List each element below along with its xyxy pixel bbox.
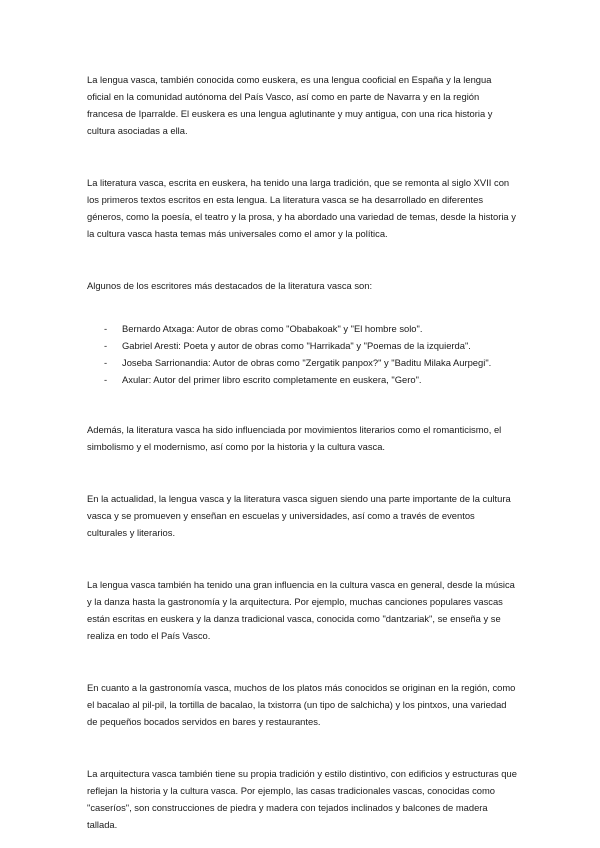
- list-item-text: Axular: Autor del primer libro escrito completamente en euskera, "Gero".: [122, 374, 422, 385]
- paragraph-gastronomia: En cuanto a la gastronomía vasca, muchos de los platos más conocidos se originan en la región, como el bacalao al pil-pil, la tortilla de bacalao, la txistorra (un tipo de salchicha) y los pintxos, una variedad de pequeños bocados servidos en bares y restaurantes.: [87, 682, 516, 727]
- paragraph-lengua-vasca: La lengua vasca, también conocida como euskera, es una lengua cooficial en España y la lengua oficial en la comunidad autónoma del País Vasco, así como en parte de Navarra y en la región francesa de Iparralde. El euskera es una lengua aglutinante y muy antigua, con una rica historia y cultura asociadas a ella.: [87, 74, 493, 136]
- paragraph-movimientos: Además, la literatura vasca ha sido influenciada por movimientos literarios como el romanticismo, el simbolismo y el modernismo, así como por la historia y la cultura vasca.: [87, 424, 502, 452]
- list-dash: -: [104, 357, 108, 368]
- list-item: [87, 338, 517, 353]
- paragraph-influencia: La lengua vasca también ha tenido una gran influencia en la cultura vasca en general, desde la música y la danza hasta la gastronomía y la arquitectura. Por ejemplo, muchas canciones populares vascas están escritas en euskera y la danza tradicional vasca, conocida como "dantzariak", se enseña y se realiza en todo el País Vasco.: [87, 579, 515, 641]
- list-item-text: Gabriel Aresti: Poeta y autor de obras como "Harrikada" y "Poemas de la izquierda".: [122, 340, 471, 351]
- list-dash: -: [104, 374, 108, 385]
- list-item-text: Bernardo Atxaga: Autor de obras como "Obabakoak" y "El hombre solo".: [122, 323, 423, 334]
- list-item: [87, 355, 517, 370]
- document-body: [87, 71, 517, 833]
- writers-list: [87, 321, 517, 387]
- list-item: [87, 372, 517, 387]
- paragraph-arquitectura: La arquitectura vasca también tiene su propia tradición y estilo distintivo, con edificios y estructuras que reflejan la historia y la cultura vasca. Por ejemplo, las casas tradicionales vascas, conocidas como "caseríos", son construcciones de piedra y madera con tejados inclinados y balcones de madera tallada.: [87, 768, 517, 830]
- list-item: [87, 321, 517, 336]
- paragraph-actualidad: En la actualidad, la lengua vasca y la literatura vasca siguen siendo una parte importante de la cultura vasca y se promueven y enseñan en escuelas y universidades, así como a través de eventos culturales y literarios.: [87, 493, 511, 538]
- list-dash: -: [104, 323, 108, 334]
- list-dash: -: [104, 340, 108, 351]
- list-item-text: Joseba Sarrionandia: Autor de obras como "Zergatik panpox?" y "Baditu Milaka Aurpegi".: [122, 357, 492, 368]
- paragraph-literatura-vasca: La literatura vasca, escrita en euskera, ha tenido una larga tradición, que se remonta al siglo XVII con los primeros textos escritos en esta lengua. La literatura vasca se ha desarrollado en diferentes géneros, como la poesía, el teatro y la prosa, y ha abordado una variedad de temas, desde la historia y la cultura vasca hasta temas más universales como el amor y la política.: [87, 177, 516, 239]
- paragraph-escritores-intro: Algunos de los escritores más destacados de la literatura vasca son:: [87, 280, 373, 291]
